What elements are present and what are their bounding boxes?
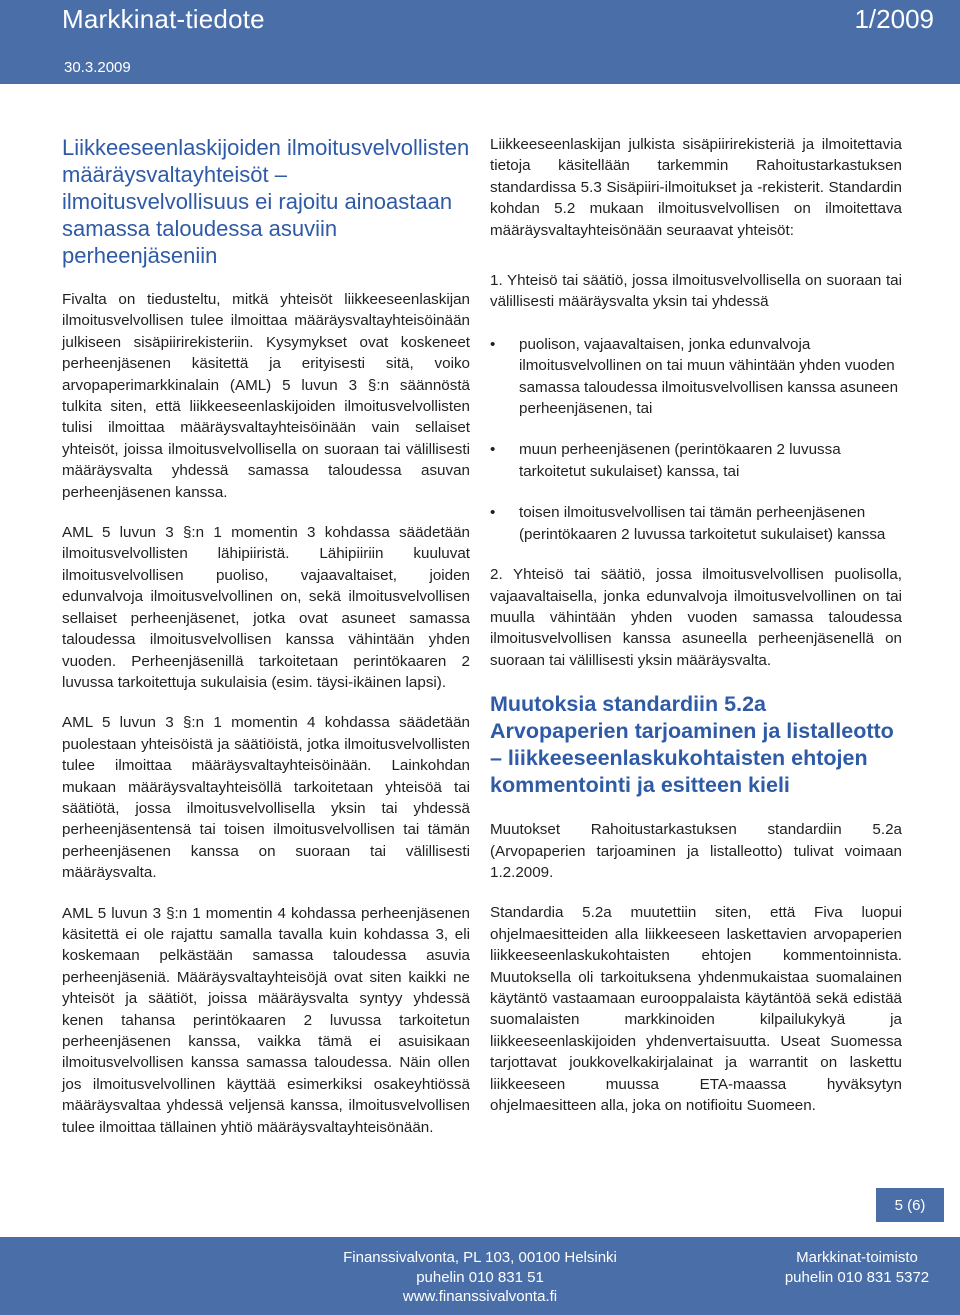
footer-contact <box>300 1248 660 1307</box>
footer-phone: puhelin 010 831 51 <box>416 1268 544 1286</box>
paragraph: AML 5 luvun 3 §:n 1 momentin 4 kohdassa säädetään puolestaan yhteisöistä ja säätiöistä, jotka ilmoitusvelvollisten tulee ilmoittaa määräysvaltayhteisöinään. Lainkohdan mukaan määräysvaltayhteisöllä tarkoitetaan yhteisöä tai säätiötä, jossa ilmoitusvelvollisella yksin tai yhdessä perheenjäsentensä tai toisen ilmoitusvelvollisen tai tämän perheenjäsenen kanssa on suoraan tai välillisesti määräysvalta. <box>62 714 470 882</box>
list-item <box>490 502 902 545</box>
list-item-text: puolison, vajaavaltaisen, jonka edunvalvoja ilmoitusvelvollinen on tai muun vähintään yhden vuoden samassa taloudessa ilmoitusvelvollisen kanssa asuneen perheenjäsenen, tai <box>519 335 899 418</box>
paragraph: Fivalta on tiedusteltu, mitkä yhteisöt liikkeeseenlaskijan ilmoitusvelvollisen tulee ilmoittaa määräysvaltayhteisöinään julkiseen sisäpiirirekisteriin. Kysymykset ovat koskeneet perheenjäsenen käsitettä ja erityisesti sitä, voiko arvopaperimarkkinalain (AML) 5 luvun 3 §:n säännöstä tulkita siten, että liikkeeseenlaskijoiden ilmoitusvelvollisten tulisi ilmoittaa määräysvaltayhteisöinään vain sellaiset yhteisöt, joissa ilmoitusvelvollisella on suoraan tai välillisesti määräysvalta yhdessä samassa taloudessa asuvan perheenjäsenen kanssa. <box>62 291 470 501</box>
list-item-text: muun perheenjäsenen (perintökaaren 2 luvussa tarkoitetut sukulaiset) kanssa, tai <box>519 441 841 480</box>
paragraph: Standardia 5.2a muutettiin siten, että Fiva luopui ohjelmaesitteiden alla liikkeeseen laskettavien arvopaperien liikkeeseenlaskukohtaisten ehtojen kommentoinnista. Muutoksella oli tarkoituksena yhdenmukaistaa suomalainen käytäntö vastaamaan eurooppalaista käytäntöä sekä edistää suomalaisten markkinoiden kilpailukykyä ja liikkeeseenlaskijoiden yhdenvertaisuutta. Useat Suomessa tarjottavat joukkovelkakirjalainat ja warrantit on laskettu liikkeeseen muussa ETA-maassa hyväksytyn ohjelmaesitteen alla, joka on notifioitu Suomeen. <box>490 904 902 1114</box>
paragraph: AML 5 luvun 3 §:n 1 momentin 4 kohdassa perheenjäsenen käsitettä ei ole rajattu samalla tavalla kuin kohdassa 3, eli koskemaan pelkästään samassa taloudessa asuvia perheenjäseniä. Määräysvaltayhteisöjä ovat siten kaikki ne yhteisöt ja säätiöt, joissa määräysvalta syntyy yhdessä kenen tahansa perintökaaren 2 luvussa tarkoitetun perheenjäsenen kanssa, vaikka tämä ei asuisikaan ilmoitusvelvollisen kanssa samassa taloudessa. Näin ollen jos ilmoitusvelvollinen käyttää esimerkiksi osakeyhtiössä määräysvaltaa yhdessä veljensä kanssa, ilmoitusvelvollisen tulee ilmoittaa tällainen yhtiö määräysvaltayhteisönään. <box>62 904 470 1136</box>
paragraph: AML 5 luvun 3 §:n 1 momentin 3 kohdassa säädetään ilmoitusvelvollisten lähipiiristä. Lähipiiriin kuuluvat ilmoitusvelvollisen puoliso, vajaavaltaiset, joiden edunvalvoja ilmoitusvelvollinen on, sekä ilmoitusvelvollisen sellaiset perheenjäsenet, jotka ovat asuneet samassa taloudessa ilmoitusvelvollisen kanssa vähintään yhden vuoden. Perheenjäsenillä tarkoitetaan perintökaaren 2 luvussa tarkoitettuja sukulaisia (esim. täysi-ikäinen lapsi). <box>62 524 470 691</box>
list-item <box>490 334 902 420</box>
page-footer <box>0 1237 960 1315</box>
article-heading: Liikkeeseenlaskijoiden ilmoitusvelvollisten määräysvaltayhteisöt – ilmoitusvelvollisuus ei rajoitu ainoastaan samassa taloudessa asuviin perheenjäseniin <box>62 135 470 268</box>
bullet-icon: • <box>490 504 496 522</box>
paragraph: Muutokset Rahoitustarkastuksen standardiin 5.2a (Arvopaperien tarjoaminen ja listalleotto) tulivat voimaan 1.2.2009. <box>490 821 902 881</box>
bullet-list <box>490 334 902 545</box>
bullet-icon: • <box>490 441 496 459</box>
list-item-text: toisen ilmoitusvelvollisen tai tämän perheenjäsenen (perintökaaren 2 luvussa tarkoitetut sukulaiset) kanssa <box>519 504 886 543</box>
issue-date: 30.3.2009 <box>64 59 131 76</box>
list-item <box>490 439 902 482</box>
newsletter-title: Markkinat-tiedote <box>62 4 265 34</box>
footer-address: Finanssivalvonta, PL 103, 00100 Helsinki <box>343 1249 617 1266</box>
bullet-icon: • <box>490 335 496 353</box>
numbered-item-1: 1. Yhteisö tai säätiö, jossa ilmoitusvelvollisella on suoraan tai välillisesti määräysvalta yksin tai yhdessä <box>490 272 902 311</box>
left-column <box>62 134 470 1157</box>
footer-office-phone: puhelin 010 831 5372 <box>784 1268 930 1286</box>
footer-office-name: Markkinat-toimisto <box>796 1249 918 1266</box>
page-header <box>0 0 960 84</box>
issue-number: 1/2009 <box>854 4 934 34</box>
page-number-badge: 5 (6) <box>876 1188 944 1222</box>
section-heading: Muutoksia standardiin 5.2a Arvopaperien tarjoaminen ja listalleotto – liikkeeseenlaskukohtaisten ehtojen kommentointi ja esitteen kieli <box>490 692 894 798</box>
numbered-item-2: 2. Yhteisö tai säätiö, jossa ilmoitusvelvollisen puolisolla, vajaavaltaisella, jonka edunvalvoja ilmoitusvelvollinen on tai muulla vähintään yhden vuoden samassa taloudessa ilmoitusvelvollisen kanssa asuneella perheenjäsenellä on suoraan tai välillisesti yksin määräysvalta. <box>490 566 902 669</box>
footer-office <box>762 1248 952 1287</box>
right-column <box>490 134 902 1135</box>
intro-paragraph: Liikkeeseenlaskijan julkista sisäpiirirekisteriä ja ilmoitettavia tietoja käsitellään tarkemmin Rahoitustarkastuksen standardissa 5.3 Sisäpiiri-ilmoitukset ja -rekisterit. Standardin kohdan 5.2 mukaan ilmoitusvelvollisen on ilmoitettava määräysvaltayhteisönään seuraavat yhteisöt: <box>490 136 902 239</box>
footer-website-link[interactable]: www.finanssivalvonta.fi <box>402 1288 558 1306</box>
